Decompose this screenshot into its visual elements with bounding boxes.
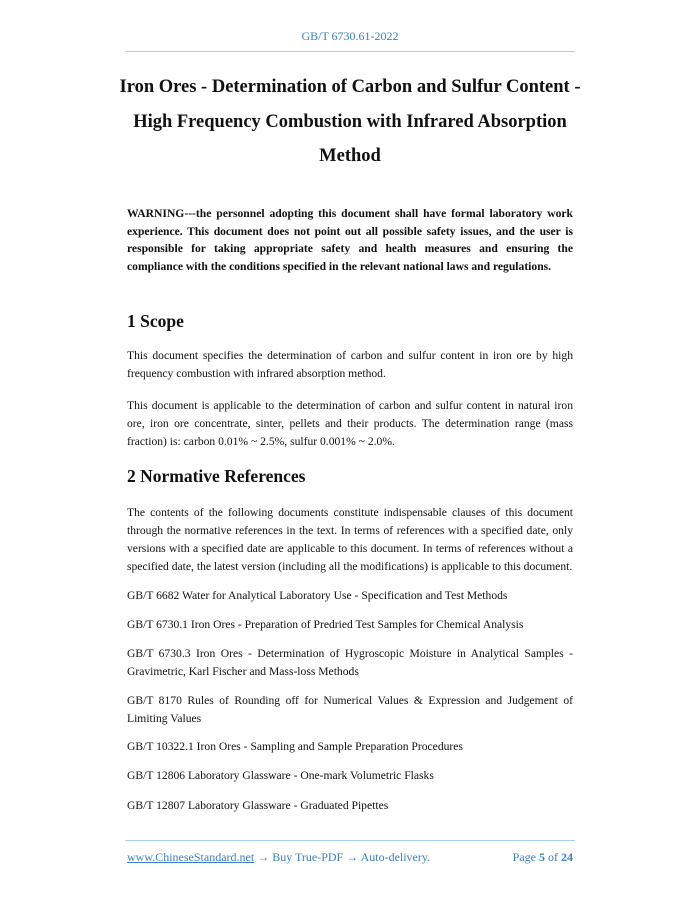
page-total: 24 bbox=[561, 850, 573, 864]
header-doc-id: GB/T 6730.61-2022 bbox=[301, 29, 399, 43]
warning-text: WARNING---the personnel adopting this document shall have formal laboratory work experience. This document does not point out all possible safety issues, and the user is responsible for taking appropriate safety and health measures and ensuring the compliance with the conditions specified in the relevant national laws and regulations. bbox=[127, 207, 573, 273]
reference-item: GB/T 12806 Laboratory Glassware - One-mark Volumetric Flasks bbox=[127, 769, 434, 782]
document-title bbox=[100, 70, 600, 174]
reference-item: GB/T 10322.1 Iron Ores - Sampling and Sample Preparation Procedures bbox=[127, 740, 463, 753]
footer bbox=[127, 850, 573, 865]
page-label: Page bbox=[512, 850, 536, 864]
section-heading-scope: 1 Scope bbox=[127, 311, 184, 331]
paragraph: This document is applicable to the determination of carbon and sulfur content in natural iron ore, iron ore concentrate, sinter, pellets and their products. The determination range (mass fraction) is: carbon 0.01% ~ 2.5%, sulfur 0.001% ~ 2.0%. bbox=[127, 399, 573, 448]
header-rule bbox=[125, 51, 575, 52]
reference-item: GB/T 8170 Rules of Rounding off for Numerical Values & Expression and Judgement of Limiting Values bbox=[127, 694, 573, 725]
paragraph: The contents of the following documents constitute indispensable clauses of this document through the normative references in the text. In terms of references with a specified date, only versions with a specified date are applicable to this document. In terms of references without a specified date, the latest version (including all the modifications) is applicable to this document. bbox=[127, 506, 573, 573]
footer-tagline: → Buy True-PDF → Auto-delivery. bbox=[254, 850, 431, 864]
reference-item: GB/T 6730.3 Iron Ores - Determination of Hygroscopic Moisture in Analytical Samples - Gravimetric, Karl Fischer and Mass-loss Methods bbox=[127, 647, 573, 678]
paragraph: This document specifies the determination of carbon and sulfur content in iron ore by high frequency combustion with infrared absorption method. bbox=[127, 349, 573, 380]
page-indicator bbox=[513, 850, 573, 865]
page-number: 5 bbox=[539, 850, 545, 864]
website-link[interactable]: www.ChineseStandard.net bbox=[127, 850, 255, 864]
title-line: High Frequency Combustion with Infrared Absorption bbox=[133, 111, 567, 132]
reference-item: GB/T 12807 Laboratory Glassware - Graduated Pipettes bbox=[127, 799, 389, 812]
of-label: of bbox=[548, 850, 558, 864]
reference-item: GB/T 6730.1 Iron Ores - Preparation of Predried Test Samples for Chemical Analysis bbox=[127, 618, 524, 631]
reference-item: GB/T 6682 Water for Analytical Laboratory Use - Specification and Test Methods bbox=[127, 589, 508, 602]
title-line: Method bbox=[319, 146, 381, 166]
section-heading-normative-references: 2 Normative References bbox=[127, 466, 306, 486]
footer-rule bbox=[125, 840, 575, 841]
title-line: Iron Ores - Determination of Carbon and Sulfur Content - bbox=[119, 77, 581, 97]
